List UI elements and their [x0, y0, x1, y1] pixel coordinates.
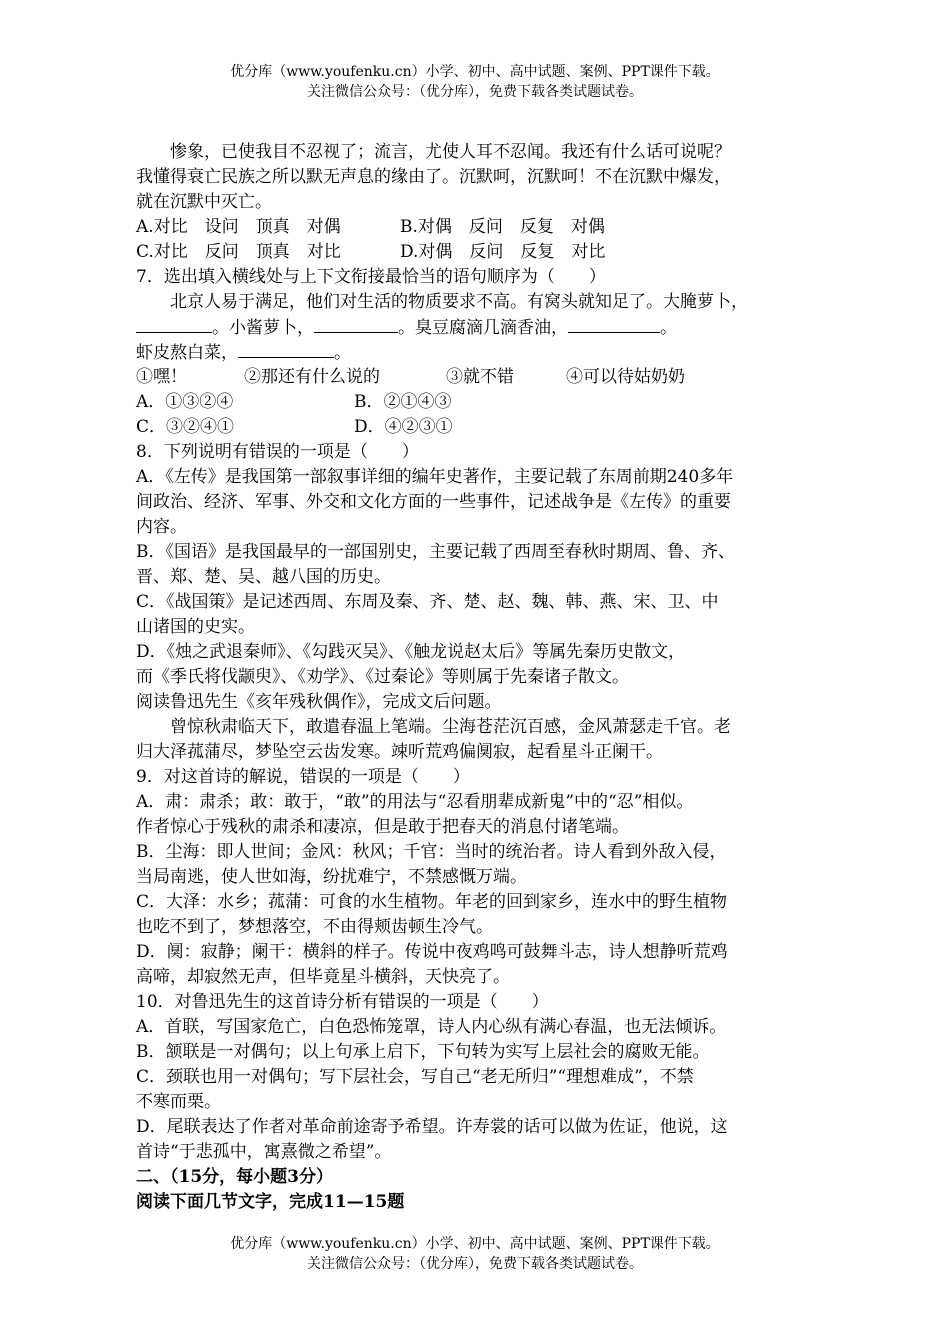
q7-option-d: D．④②③①	[354, 417, 453, 437]
q7-items-row	[136, 365, 826, 390]
blank-3	[568, 315, 660, 333]
q8-option-b-line-1: B．《国语》是我国最早的一部国别史，主要记载了西周至春秋时期周、鲁、齐、	[136, 542, 735, 562]
q8-stem: 8．下列说明有错误的一项是（ ）	[136, 442, 419, 462]
q7-item-3: ③就不错	[446, 367, 514, 387]
q10-option-c-line-1: C．颈联也用一对偶句；写下层社会，写自己“老无所归”“理想难成”，不禁	[136, 1067, 694, 1087]
section-2-title: 二、（15分，每小题3分）	[136, 1167, 333, 1187]
q6-options-row-1	[136, 215, 826, 240]
q10-option-a: A．首联，写国家危亡，白色恐怖笼罩，诗人内心纵有满心春温，也无法倾诉。	[136, 1017, 727, 1037]
page-header	[0, 62, 950, 102]
header-line-1: 优分库（www.youfenku.cn）小学、初中、高中试题、案例、PPT课件下载。	[230, 64, 720, 80]
q8-option-d-line-2: 而《季氏将伐颛臾》、《劝学》、《过秦论》等则属于先秦诸子散文。	[136, 667, 629, 687]
q7-options-row-1	[136, 390, 826, 415]
q8-option-c-line-2: 山诸国的史实。	[136, 617, 255, 637]
q7-passage-line-3: 虾皮熬白菜， 。	[136, 340, 826, 365]
q6-passage-line-2: 我懂得衰亡民族之所以默无声息的缘由了。沉默呵，沉默呵！不在沉默中爆发，	[136, 167, 731, 187]
poem-line-1: 曾惊秋肃临天下，敢遣春温上笔端。尘海苍茫沉百感，金风萧瑟走千官。老	[170, 717, 731, 737]
poem-intro: 阅读鲁迅先生《亥年残秋偶作》，完成文后问题。	[136, 692, 502, 712]
footer-line-1: 优分库（www.youfenku.cn）小学、初中、高中试题、案例、PPT课件下载。	[230, 1236, 720, 1252]
q6-option-a: A.对比 设问 顶真 对偶	[136, 217, 341, 237]
q7-options-row-2	[136, 415, 826, 440]
q8-option-d-line-1: D．《烛之武退秦师》、《勾践灭吴》、《触龙说赵太后》等属先秦历史散文，	[136, 642, 686, 662]
blank-1	[136, 315, 212, 333]
q6-passage-line-1: 惨象，已使我目不忍视了；流言，尤使人耳不忍闻。我还有什么话可说呢？	[170, 142, 731, 162]
q9-option-b-line-1: B．尘海：即人世间；金风：秋风；千官：当时的统治者。诗人看到外敌入侵，	[136, 842, 727, 862]
q7-stem: 7．选出填入横线处与上下文衔接最恰当的语句顺序为（ ）	[136, 267, 606, 287]
q6-option-c: C.对比 反问 顶真 对比	[136, 242, 341, 262]
q6-passage-line-3: 就在沉默中灭亡。	[136, 192, 272, 212]
q7-option-a: A．①③②④	[136, 392, 234, 412]
q8-option-a-line-2: 间政治、经济、军事、外交和文化方面的一些事件，记述战争是《左传》的重要	[136, 492, 731, 512]
q9-option-d-line-2: 高啼，却寂然无声，但毕竟星斗横斜，天快亮了。	[136, 967, 510, 987]
q9-option-c-line-2: 也吃不到了，梦想落空，不由得颊齿顿生冷气。	[136, 917, 493, 937]
document-body	[136, 140, 826, 1215]
q9-option-d-line-1: D．阒：寂静；阑干：横斜的样子。传说中夜鸡鸣可鼓舞斗志，诗人想静听荒鸡	[136, 942, 728, 962]
page-footer	[0, 1234, 950, 1274]
q7-option-b: B．②①④③	[354, 392, 452, 412]
q7-passage-line-2: 。小酱萝卜， 。臭豆腐滴几滴香油， 。	[136, 315, 826, 340]
q8-option-c-line-1: C．《战国策》是记述西周、东周及秦、齐、楚、赵、魏、韩、燕、宋、卫、中	[136, 592, 719, 612]
q8-option-a-line-3: 内容。	[136, 517, 187, 537]
q9-stem: 9．对这首诗的解说，错误的一项是（ ）	[136, 767, 470, 787]
blank-2	[314, 315, 398, 333]
section-2-instruction: 阅读下面几节文字，完成11—15题	[136, 1192, 405, 1212]
q6-options-row-2	[136, 240, 826, 265]
header-line-2: 关注微信公众号：（优分库），免费下载各类试题试卷。	[307, 84, 643, 100]
q6-option-b: B.对偶 反问 反复 对偶	[400, 217, 605, 237]
poem-line-2: 归大泽菰蒲尽，梦坠空云齿发寒。竦听荒鸡偏阒寂，起看星斗正阑干。	[136, 742, 663, 762]
q9-option-a-line-2: 作者惊心于残秋的肃杀和凄凉，但是敢于把春天的消息付诸笔端。	[136, 817, 629, 837]
blank-4	[238, 340, 334, 358]
q10-stem: 10．对鲁迅先生的这首诗分析有错误的一项是（ ）	[136, 992, 549, 1012]
q10-option-b: B．颔联是一对偶句；以上句承上启下，下句转为实写上层社会的腐败无能。	[136, 1042, 710, 1062]
q7-item-1: ①嘿！	[136, 367, 187, 387]
q6-option-d: D.对偶 反问 反复 对比	[400, 242, 606, 262]
footer-line-2: 关注微信公众号：（优分库），免费下载各类试题试卷。	[307, 1256, 643, 1272]
q10-option-d-line-1: D．尾联表达了作者对革命前途寄予希望。许寿裳的话可以做为佐证，他说，这	[136, 1117, 728, 1137]
q10-option-d-line-2: 首诗“于悲孤中，寓熹微之希望”。	[136, 1142, 392, 1162]
q9-option-c-line-1: C．大泽：水乡；菰蒲：可食的水生植物。年老的回到家乡，连水中的野生植物	[136, 892, 728, 912]
q9-option-a-line-1: A．肃：肃杀；敢：敢于，“敢”的用法与“忍看朋辈成新鬼”中的“忍”相似。	[136, 792, 694, 812]
q7-passage-line-1: 北京人易于满足，他们对生活的物质要求不高。有窝头就知足了。大腌萝卜，	[170, 292, 748, 312]
q7-item-2: ②那还有什么说的	[244, 367, 380, 387]
q7-option-c: C．③②④①	[136, 417, 235, 437]
q8-option-a-line-1: A．《左传》是我国第一部叙事详细的编年史著作，主要记载了东周前期240多年	[136, 467, 734, 487]
q10-option-c-line-2: 不寒而栗。	[136, 1092, 221, 1112]
q8-option-b-line-2: 晋、郑、楚、吴、越八国的历史。	[136, 567, 391, 587]
q7-item-4: ④可以待姑奶奶	[566, 367, 685, 387]
q9-option-b-line-2: 当局南逃，使人世如海，纷扰难宁，不禁感慨万端。	[136, 867, 527, 887]
